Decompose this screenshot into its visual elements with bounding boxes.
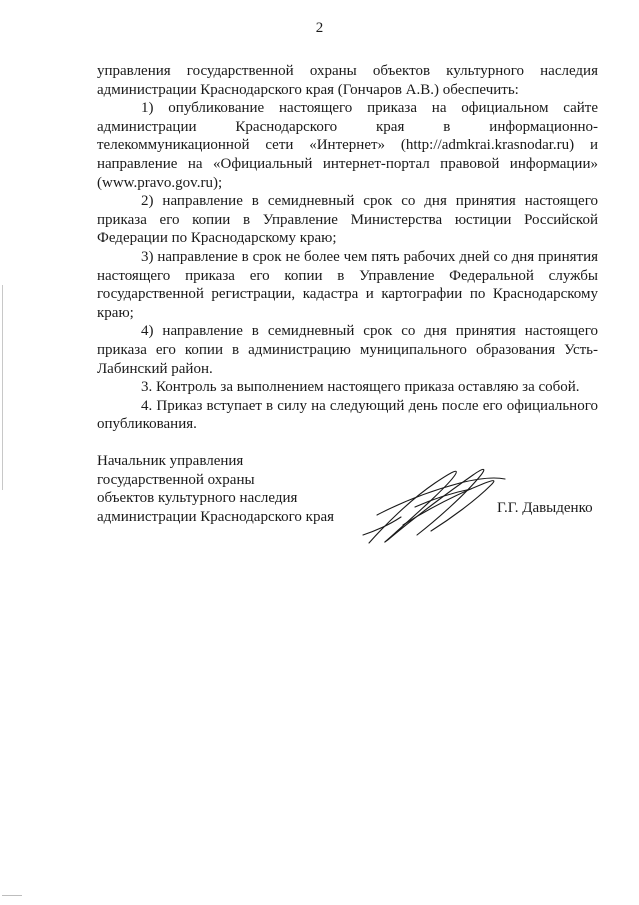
page-number: 2 (315, 20, 324, 36)
paragraph-item-2: 2) направление в семидневный срок со дня принятия настоящего приказа его копии в Управление Министерства юстиции Российской Федерации по Краснодарскому краю; (97, 193, 598, 247)
signer-title-line: объектов культурного наследия (97, 490, 298, 507)
signer-title-line: Начальник управления (97, 453, 244, 469)
scan-edge-mark (2, 285, 3, 490)
paragraph-point-3: 3. Контроль за выполнением настоящего приказа оставляю за собой. (141, 379, 580, 396)
paragraph-item-3: 3) направление в срок не более чем пять рабочих дней со дня принятия настоящего приказа его копии в Управление Федеральной службы государственной регистрации, кадастра и картографии по Краснодарскому краю; (97, 248, 598, 321)
paragraph-point-4: 4. Приказ вступает в силу на следующий день после его официального опубликования. (97, 397, 598, 433)
paragraph-item-4: 4) направление в семидневный срок со дня принятия настоящего приказа его копии в администрацию муниципального образования Усть-Лабинский район. (97, 323, 598, 377)
paragraph-intro: управления государственной охраны объектов культурного наследия администрации Краснодарского края (Гончаров А.В.) обеспечить: (97, 63, 598, 98)
signer-title-line: администрации Краснодарского края (97, 508, 335, 525)
document-body (97, 62, 598, 434)
handwritten-signature (355, 455, 515, 550)
paragraph-item-1: 1) опубликование настоящего приказа на официальном сайте администрации Краснодарского края в информационно-телекоммуникационной сети «Интернет» (http://admkrai.krasnodar.ru) и направление на «Официальный интернет-портал правовой информации» (www.pravo.gov.ru); (97, 100, 598, 191)
signer-title-line: государственной охраны (97, 471, 255, 488)
signer-name: Г.Г. Давыденко (497, 500, 593, 516)
signer-title (97, 452, 334, 526)
scan-bottom-mark (2, 895, 22, 896)
